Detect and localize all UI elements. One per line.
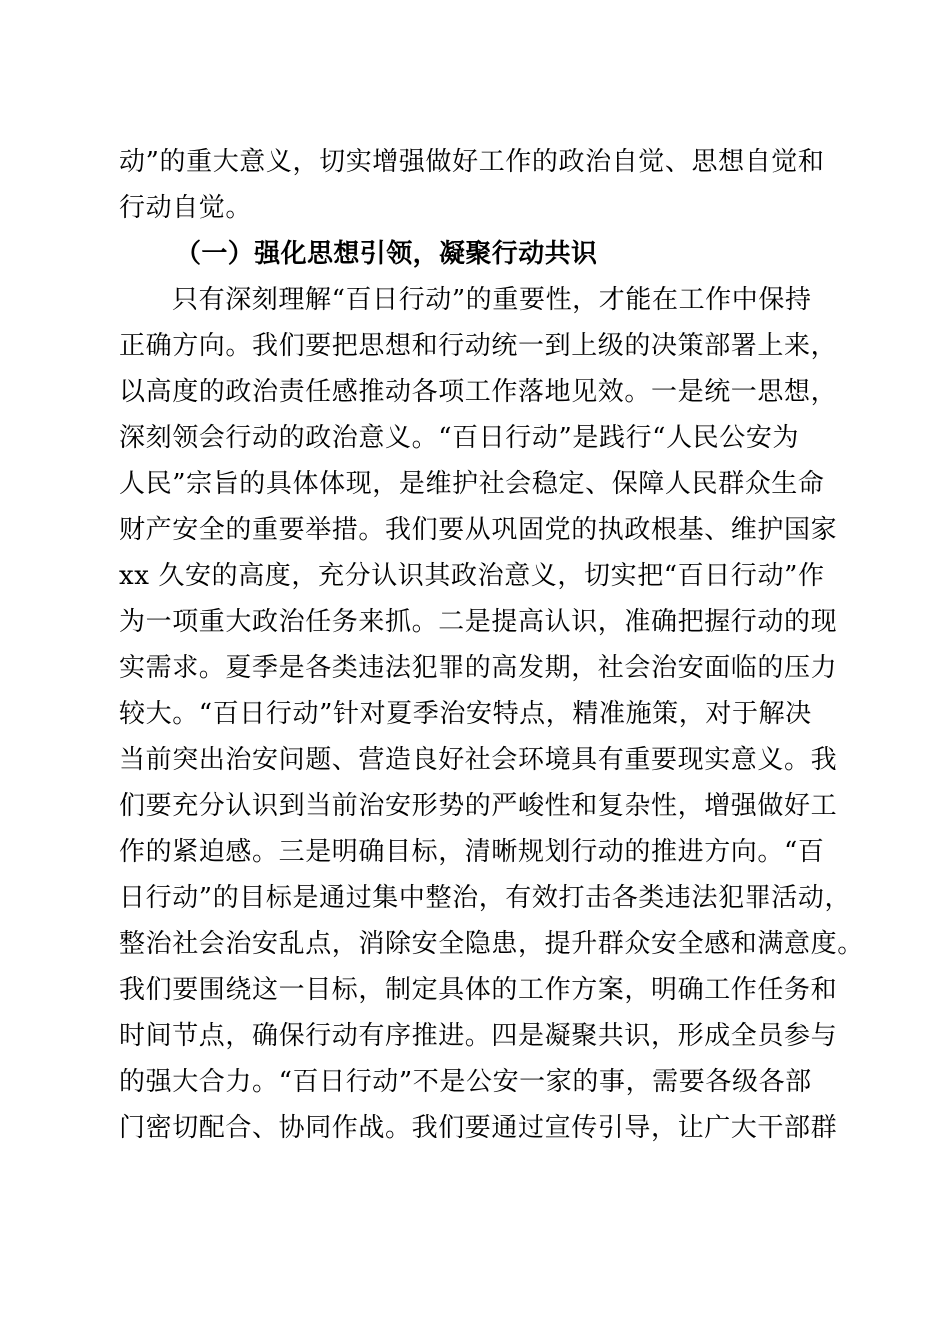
- text-line: 日行动”的目标是通过集中整治，有效打击各类违法犯罪活动，: [119, 883, 852, 913]
- text-line: 时间节点，确保行动有序推进。四是凝聚共识，形成全员参与: [119, 1021, 838, 1051]
- text-line: 门密切配合、协同作战。我们要通过宣传引导，让广大干部群: [119, 1113, 838, 1143]
- text-line: 正确方向。我们要把思想和行动统一到上级的决策部署上来，: [119, 331, 838, 361]
- text-line: 人民”宗旨的具体体现，是维护社会稳定、保障人民群众生命: [119, 469, 825, 499]
- text-line: xx 久安的高度，充分认识其政治意义，切实把“百日行动”作: [119, 561, 825, 591]
- text-line: 为一项重大政治任务来抓。二是提高认识，准确把握行动的现: [119, 607, 838, 637]
- text-line: 以高度的政治责任感推动各项工作落地见效。一是统一思想，: [119, 377, 838, 407]
- text-line: 们要充分认识到当前治安形势的严峻性和复杂性，增强做好工: [119, 791, 838, 821]
- text-line: 行动自觉。: [119, 193, 253, 223]
- text-line: 动”的重大意义，切实增强做好工作的政治自觉、思想自觉和: [119, 147, 825, 177]
- text-line: 的强大合力。“百日行动”不是公安一家的事，需要各级各部: [119, 1067, 812, 1097]
- text-line: 当前突出治安问题、营造良好社会环境具有重要现实意义。我: [119, 745, 838, 775]
- text-line: 整治社会治安乱点，消除安全隐患，提升群众安全感和满意度。: [119, 929, 864, 959]
- text-line: 我们要围绕这一目标，制定具体的工作方案，明确工作任务和: [119, 975, 838, 1005]
- text-line: 较大。“百日行动”针对夏季治安特点，精准施策，对于解决: [119, 699, 812, 729]
- paragraph-first-line: 只有深刻理解“百日行动”的重要性，才能在工作中保持: [172, 285, 812, 315]
- text-line: 财产安全的重要举措。我们要从巩固党的执政根基、维护国家: [119, 515, 838, 545]
- text-line: 实需求。夏季是各类违法犯罪的高发期，社会治安面临的压力: [119, 653, 838, 683]
- text-line: 深刻领会行动的政治意义。“百日行动”是践行“人民公安为: [119, 423, 800, 453]
- section-heading: （一）强化思想引领，凝聚行动共识: [175, 239, 598, 269]
- text-line: 作的紧迫感。三是明确目标，清晰规划行动的推进方向。“百: [119, 837, 825, 867]
